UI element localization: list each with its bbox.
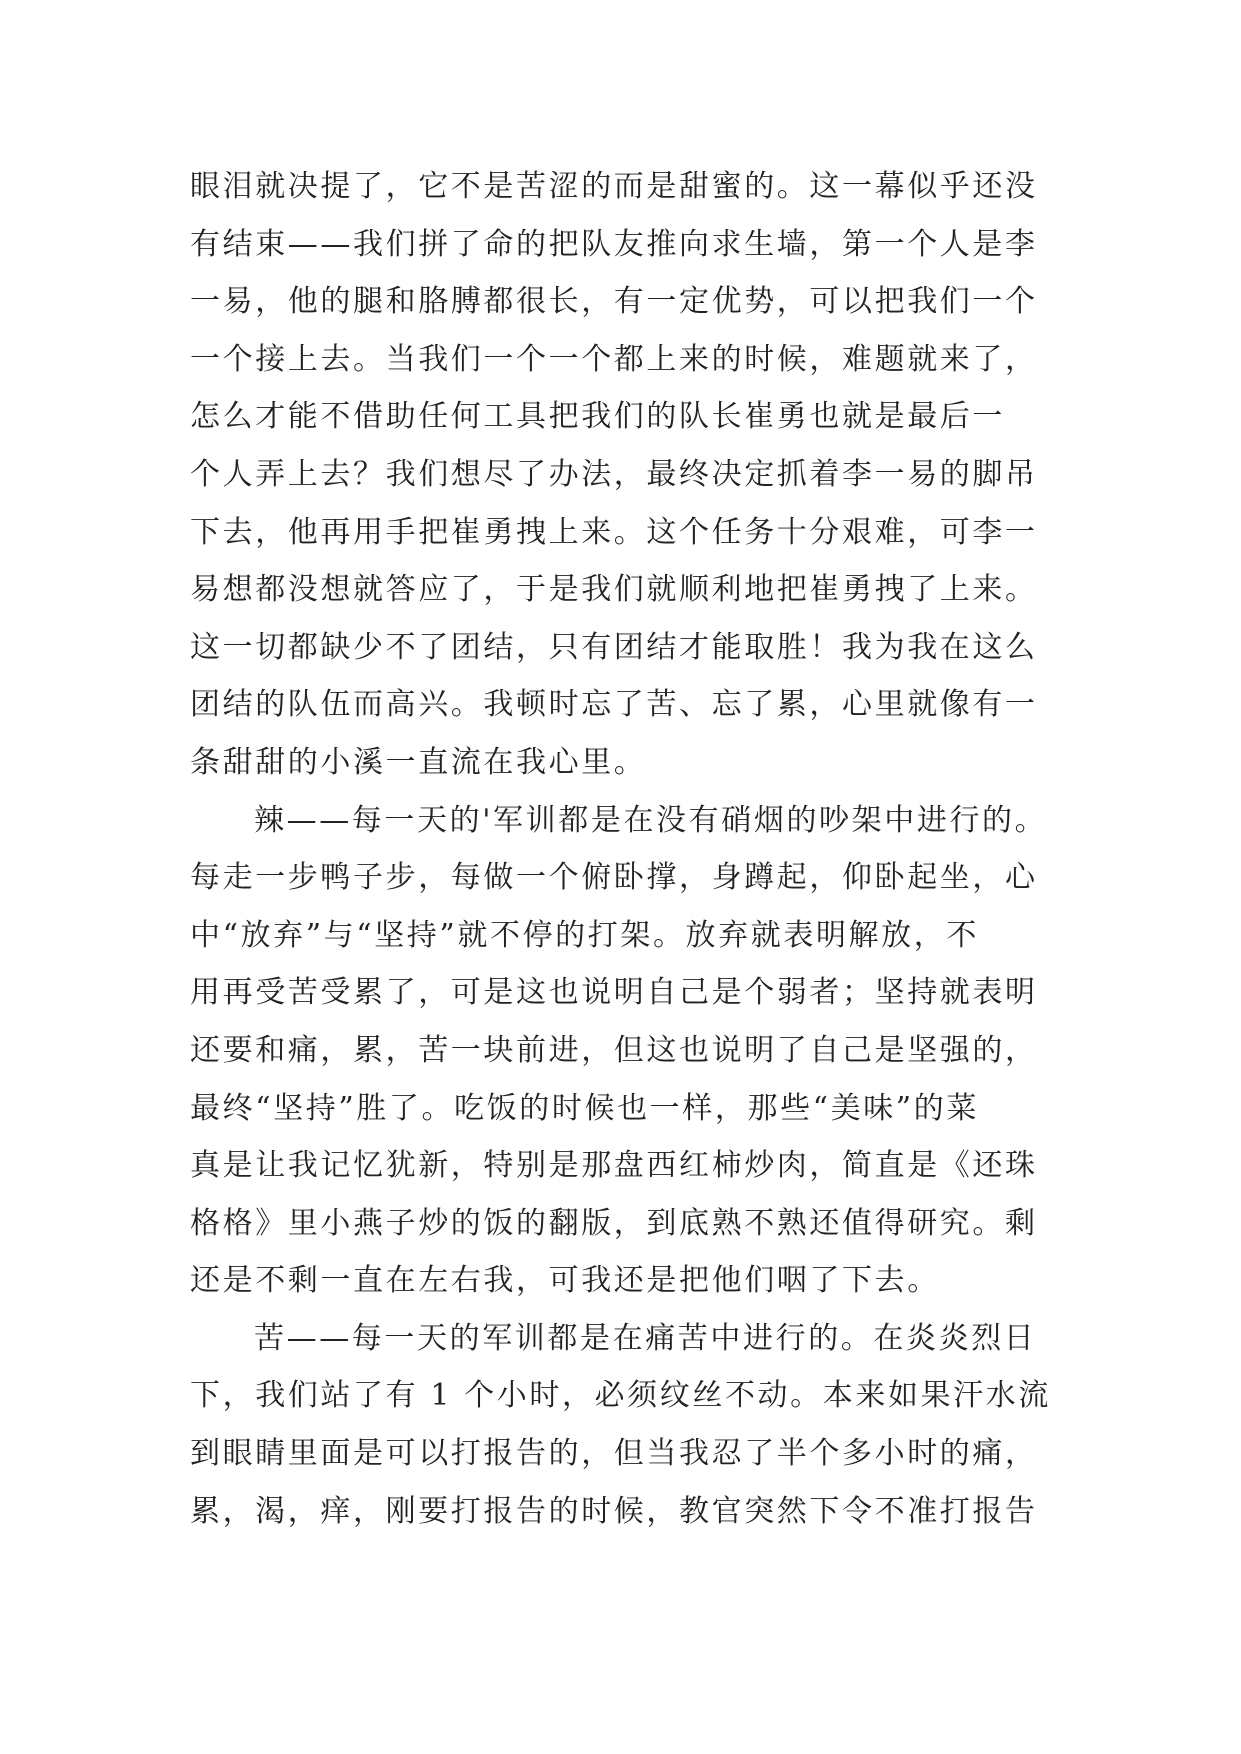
body-text [190, 158, 1060, 1540]
text-line: 到眼睛里面是可以打报告的，但当我忍了半个多小时的痛， [190, 1436, 1038, 1472]
paragraph-start-line: 苦——每一天的军训都是在痛苦中进行的。在炎炎烈日 [254, 1320, 1037, 1356]
text-line: 真是让我记忆犹新，特别是那盘西红柿炒肉，简直是《还珠 [190, 1148, 1038, 1184]
text-line: 下，我们站了有 1 个小时，必须纹丝不动。本来如果汗水流 [190, 1378, 1051, 1414]
paragraph-start-line: 辣——每一天的'军训都是在没有硝烟的吵架中进行的。 [254, 802, 1048, 838]
text-line: 下去，他再用手把崔勇拽上来。这个任务十分艰难，可李一 [190, 514, 1038, 550]
text-line: 还要和痛，累，苦一块前进，但这也说明了自己是坚强的， [190, 1032, 1038, 1068]
text-line: 最终“坚持”胜了。吃饭的时候也一样，那些“美味”的菜 [190, 1090, 979, 1126]
text-line: 怎么才能不借助任何工具把我们的队长崔勇也就是最后一 [190, 399, 1005, 435]
text-line: 中“放弃”与“坚持”就不停的打架。放弃就表明解放，不 [190, 917, 979, 953]
text-line: 个人弄上去？我们想尽了办法，最终决定抓着李一易的脚吊 [190, 456, 1038, 492]
text-line: 这一切都缺少不了团结，只有团结才能取胜！我为我在这么 [190, 629, 1038, 665]
text-line: 累，渴，痒，刚要打报告的时候，教官突然下令不准打报告 [190, 1493, 1038, 1529]
text-line: 每走一步鸭子步，每做一个俯卧撑，身蹲起，仰卧起坐，心 [190, 860, 1038, 896]
text-line: 眼泪就决提了，它不是苦涩的而是甜蜜的。这一幕似乎还没 [190, 169, 1038, 204]
text-line: 有结束——我们拼了命的把队友推向求生墙，第一个人是李 [190, 226, 1038, 262]
text-line: 条甜甜的小溪一直流在我心里。 [190, 744, 647, 780]
text-line: 用再受苦受累了，可是这也说明自己是个弱者；坚持就表明 [190, 975, 1038, 1011]
text-line: 一个接上去。当我们一个一个都上来的时候，难题就来了， [190, 341, 1038, 377]
text-line: 易想都没想就答应了，于是我们就顺利地把崔勇拽了上来。 [190, 572, 1038, 608]
text-line: 还是不剩一直在左右我，可我还是把他们咽了下去。 [190, 1263, 940, 1299]
text-line: 格格》里小燕子炒的饭的翻版，到底熟不熟还值得研究。剩 [190, 1205, 1038, 1241]
text-line: 一易，他的腿和胳膊都很长，有一定优势，可以把我们一个 [190, 284, 1038, 320]
text-line: 团结的队伍而高兴。我顿时忘了苦、忘了累，心里就像有一 [190, 687, 1038, 723]
